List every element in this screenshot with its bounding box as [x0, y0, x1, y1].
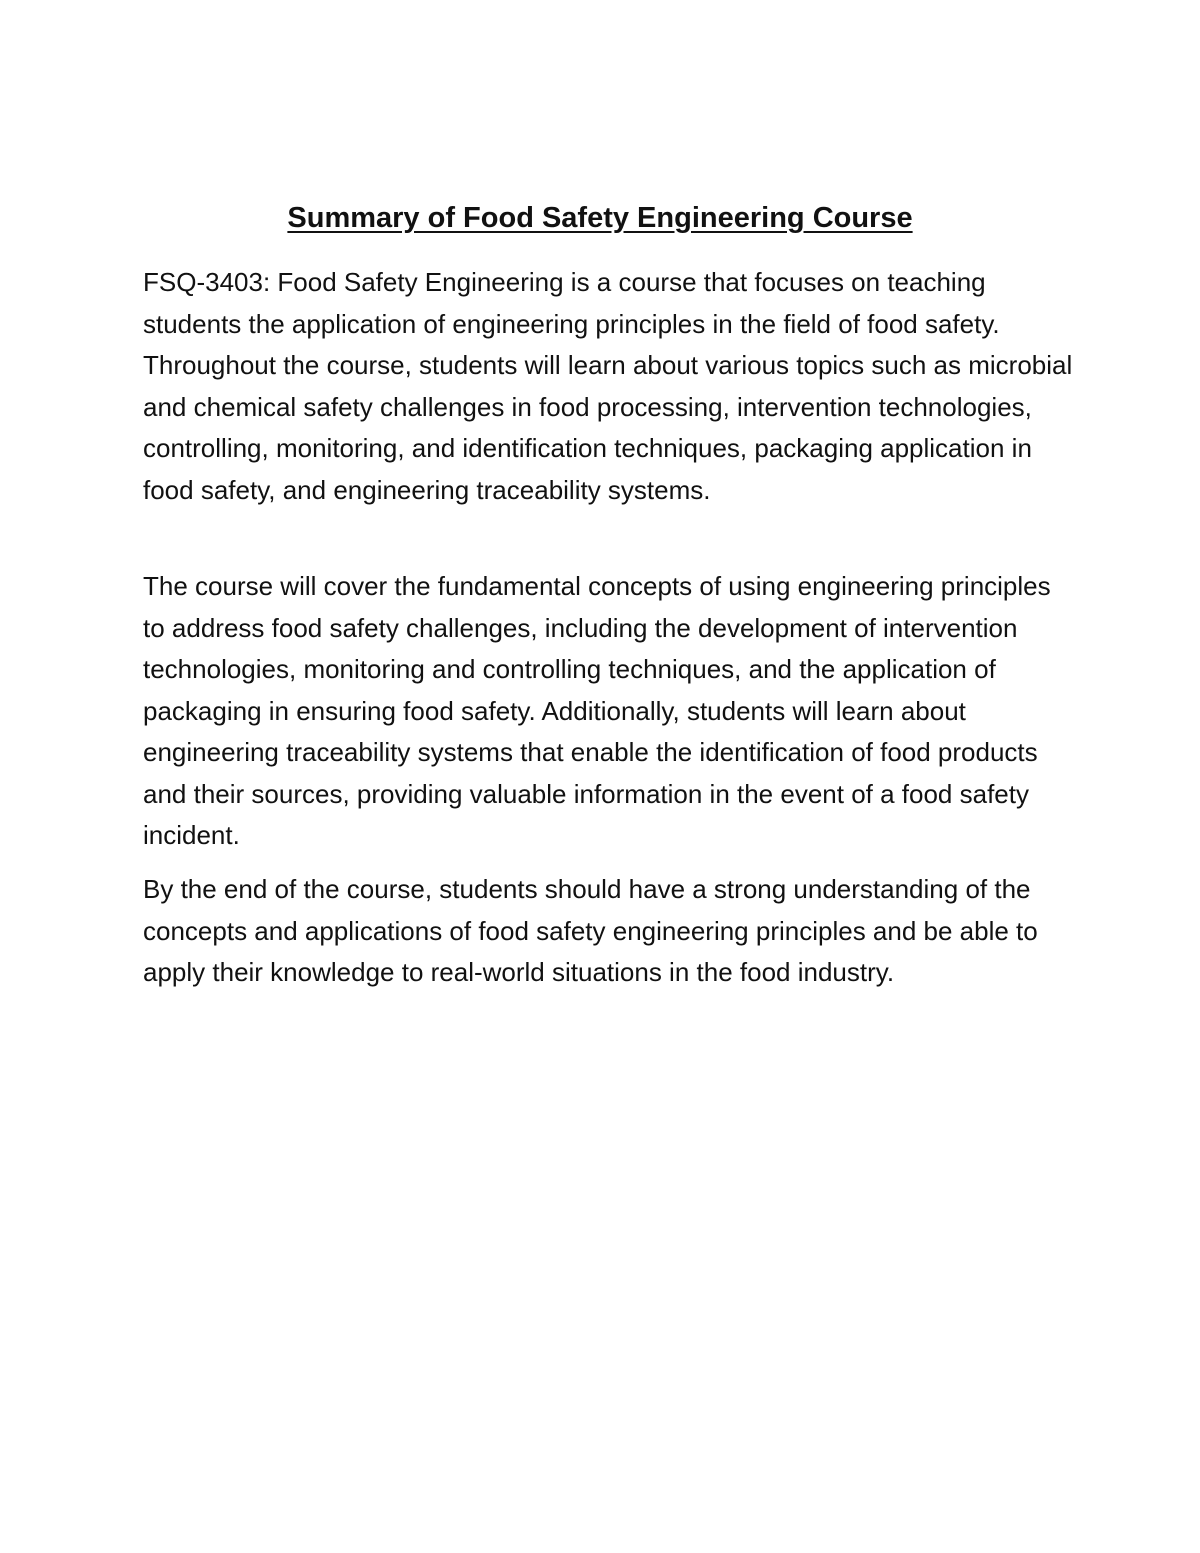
- paragraph-course-outcome: By the end of the course, students should have a strong understanding of the concepts and applications of food safety engineering principles and be able to apply their knowledge to real-world situations in the food industry.: [143, 874, 1038, 987]
- document-title: Summary of Food Safety Engineering Course: [287, 202, 913, 234]
- paragraph-course-overview: FSQ-3403: Food Safety Engineering is a course that focuses on teaching students the application of engineering principles in the field of food safety. Throughout the course, students will learn about various topics such as microbial and chemical safety challenges in food processing, intervention technologies, controlling, monitoring, and identification techniques, packaging application in food safety, and engineering traceability systems.: [143, 267, 1073, 505]
- paragraph-course-content: The course will cover the fundamental concepts of using engineering principles to address food safety challenges, including the development of intervention technologies, monitoring and controlling techniques, and the application of packaging in ensuring food safety. Additionally, students will learn about engineering traceability systems that enable the identification of food products and their sources, providing valuable information in the event of a food safety incident.: [143, 571, 1051, 850]
